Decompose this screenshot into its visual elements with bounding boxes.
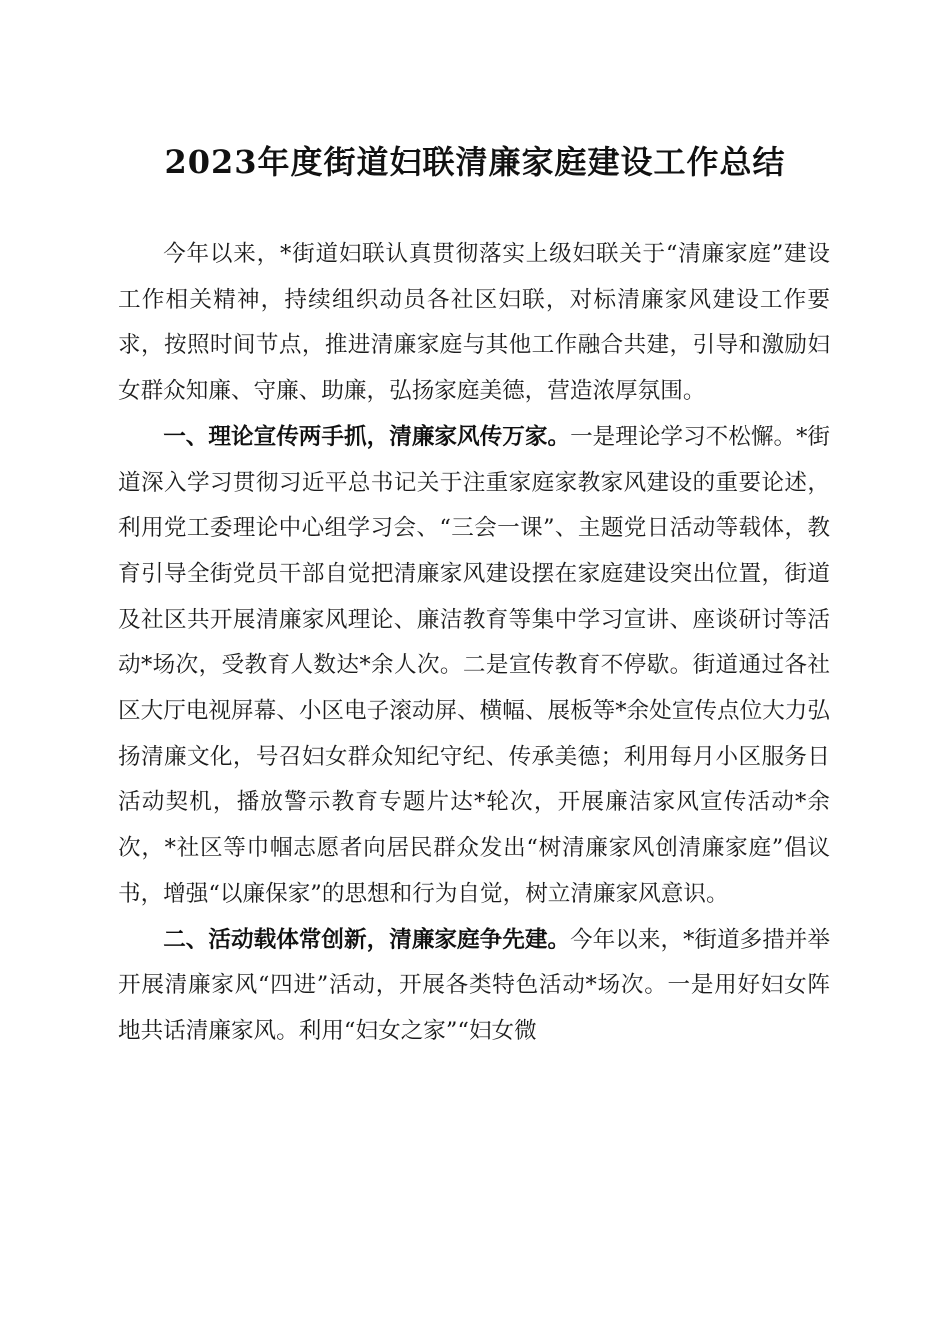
paragraph-intro xyxy=(118,232,830,415)
paragraph-section-1 xyxy=(118,415,830,918)
paragraph-section-2 xyxy=(118,918,830,1055)
document-title: 2023年度街道妇联清廉家庭建设工作总结 xyxy=(164,143,786,181)
section-heading-1: 一、理论宣传两手抓，清廉家风传万家。 xyxy=(163,423,571,450)
document-body xyxy=(118,232,830,1055)
paragraph-text: 一是理论学习不松懈。*街道深入学习贯彻习近平总书记关于注重家庭家教家风建设的重要论述，利用党工委理论中心组学习会、“三会一课”、主题党日活动等载体，教育引导全街党员干部自觉把清廉家风建设摆在家庭建设突出位置，街道及社区共开展清廉家风理论、廉洁教育等集中学习宣讲、座谈研讨等活动*场次，受教育人数达*余人次。二是宣传教育不停歇。街道通过各社区大厅电视屏幕、小区电子滚动屏、横幅、展板等*余处宣传点位大力弘扬清廉文化，号召妇女群众知纪守纪、传承美德；利用每月小区服务日活动契机，播放警示教育专题片达*轮次，开展廉洁家风宣传活动*余次，*社区等巾帼志愿者向居民群众发出“树清廉家风创清廉家庭”倡议书，增强“以廉保家”的思想和行为自觉，树立清廉家风意识。 xyxy=(118,423,831,907)
paragraph-text: 今年以来，*街道多措并举开展清廉家风“四进”活动，开展各类特色活动*场次。一是用好妇女阵地共话清廉家风。利用“妇女之家”“妇女微 xyxy=(118,926,831,1044)
section-heading-2: 二、活动载体常创新，清廉家庭争先建。 xyxy=(163,926,571,953)
paragraph-text: 今年以来，*街道妇联认真贯彻落实上级妇联关于“清廉家庭”建设工作相关精神，持续组织动员各社区妇联，对标清廉家风建设工作要求，按照时间节点，推进清廉家庭与其他工作融合共建，引导和激励妇女群众知廉、守廉、助廉，弘扬家庭美德，营造浓厚氛围。 xyxy=(118,241,830,405)
